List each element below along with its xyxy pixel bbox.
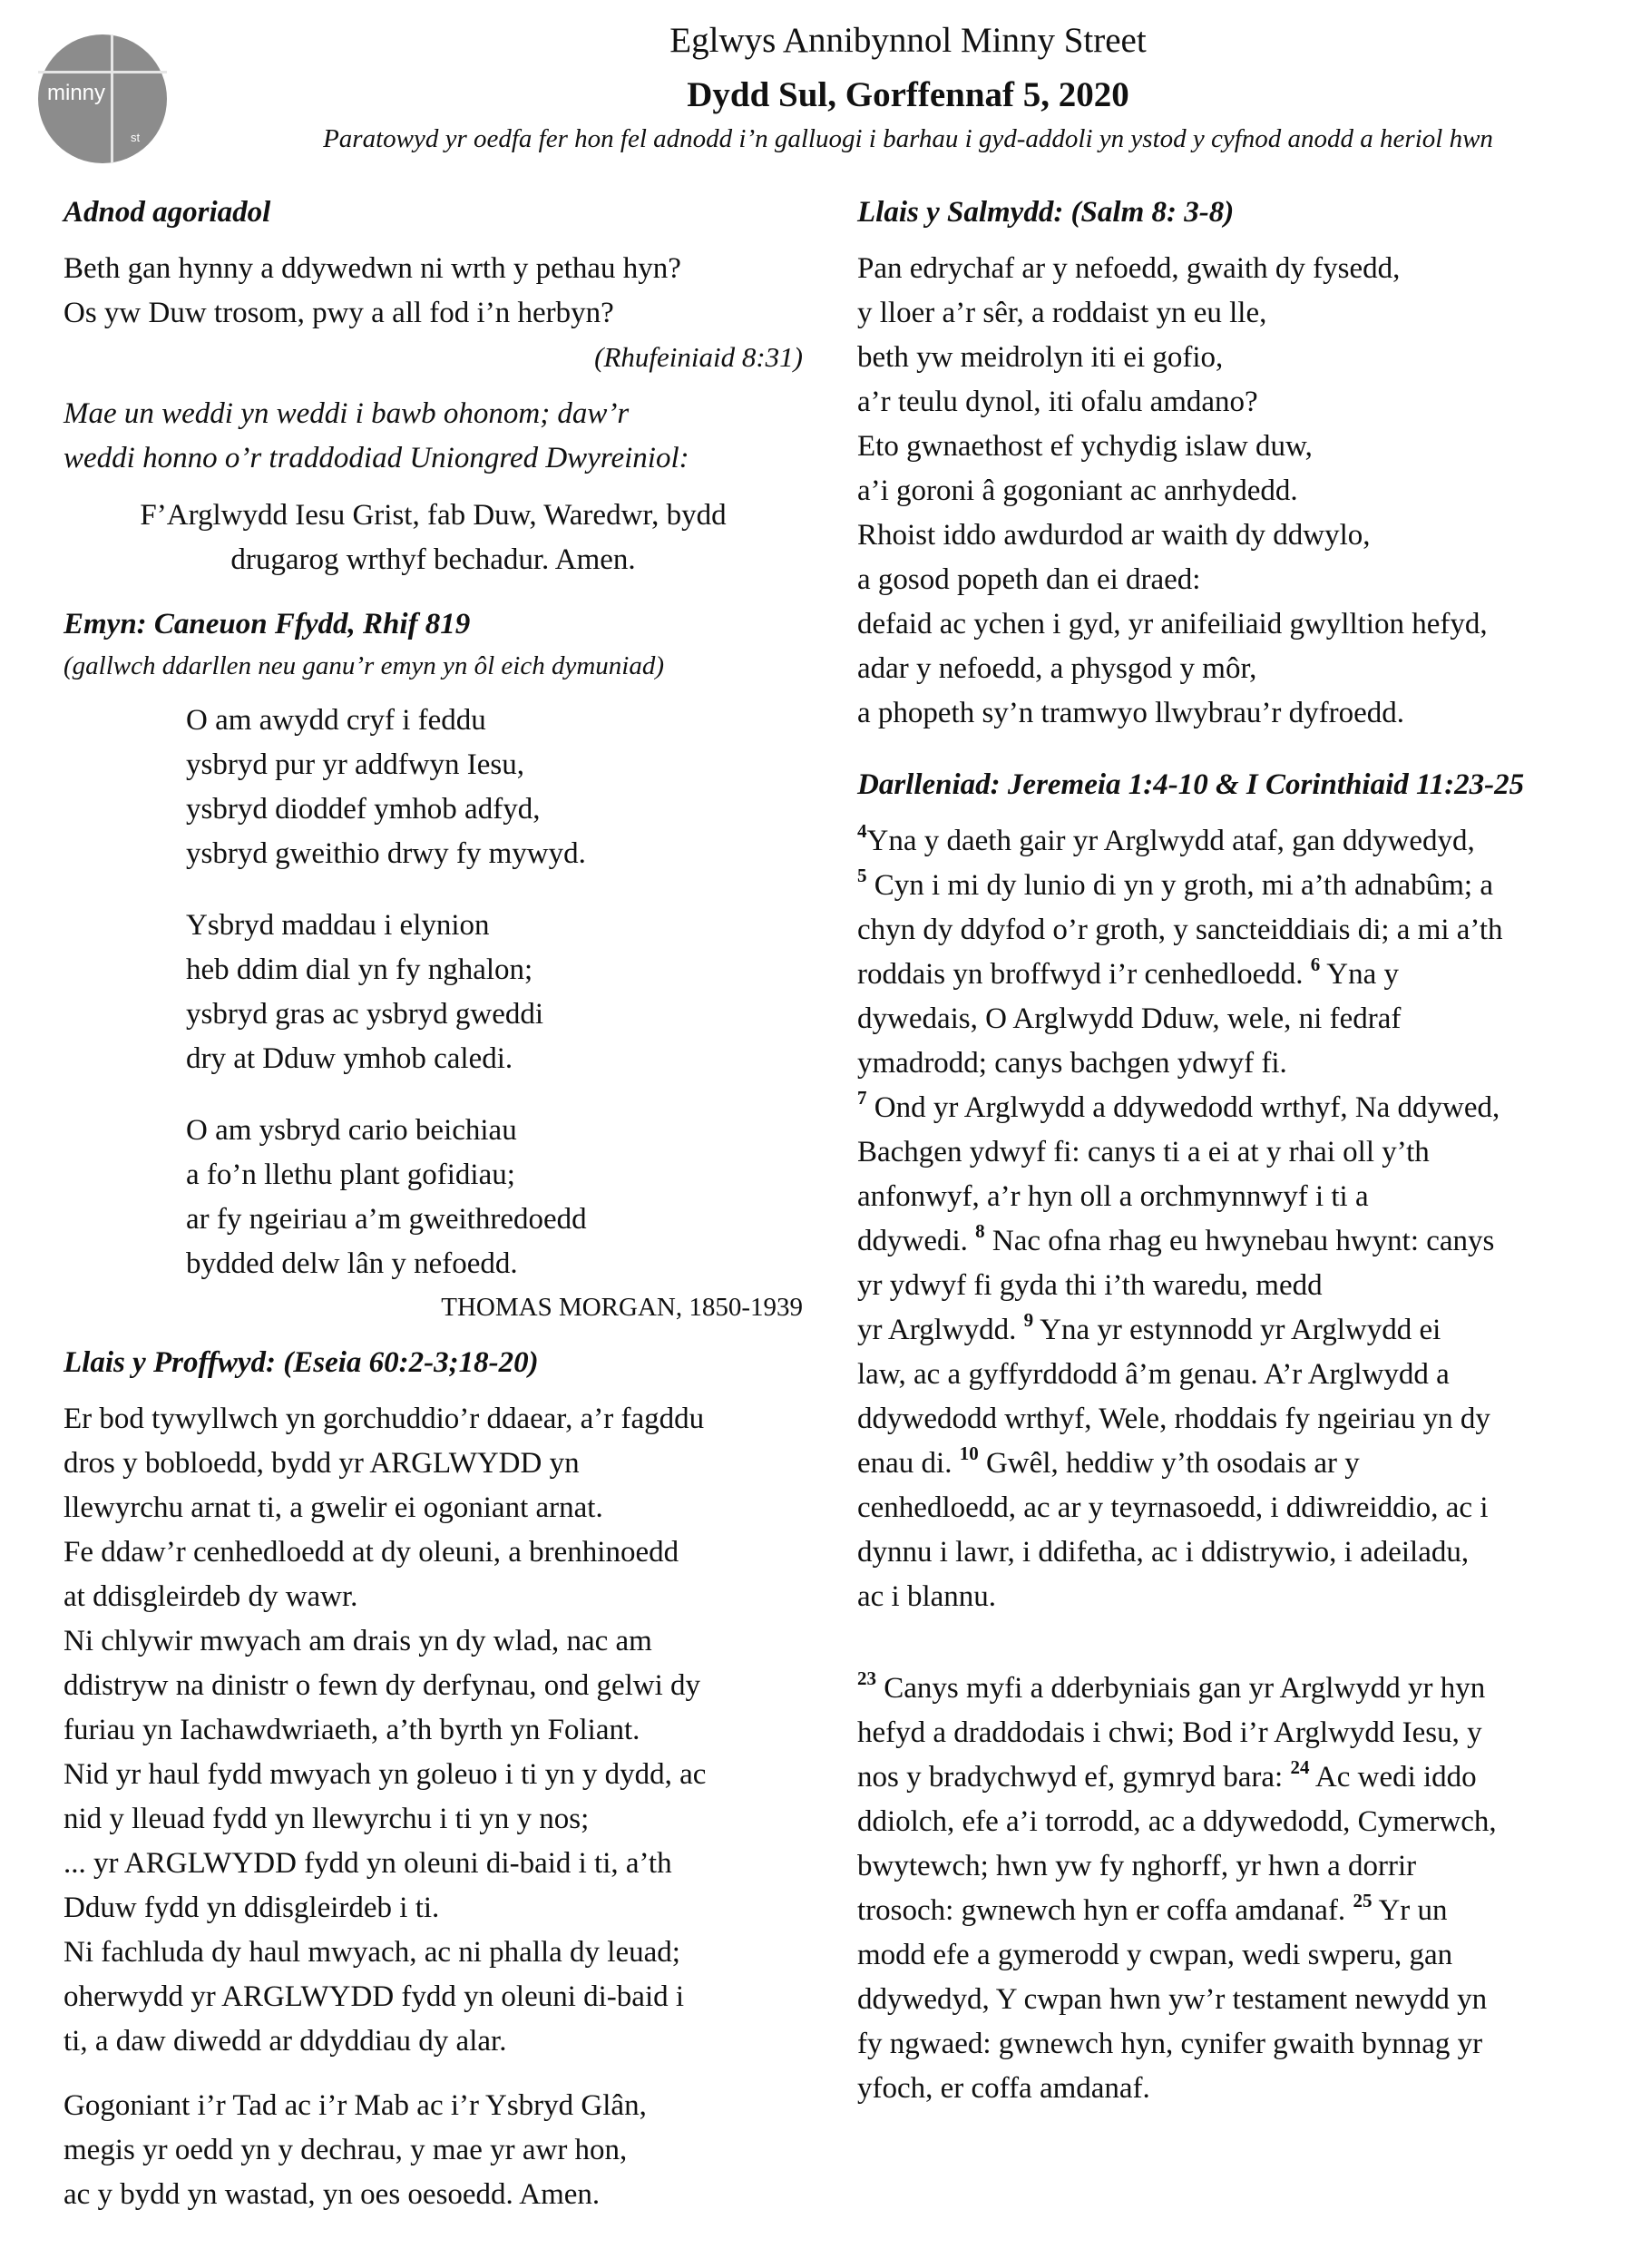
reading-line: $^7$ Ond yr Arglwydd a ddywedodd wrthyf, Na ddywed,: [857, 1087, 1500, 1124]
prophet-line: Fe ddaw’r cenhedloedd at dy oleuni, a brenhinoedd: [64, 1536, 679, 1569]
gloria-line: megis yr oedd yn y dechrau, y mae yr awr hon,: [64, 2134, 628, 2166]
hymn-line: bydded delw lân y nefoedd.: [186, 1247, 518, 1280]
reading-line: $^4$Yna y daeth gair yr Arglwydd ataf, gan ddywedyd,: [857, 820, 1475, 857]
psalm-line: adar y nefoedd, a physgod y môr,: [857, 652, 1257, 685]
psalm-line: a gosod popeth dan ei draed:: [857, 563, 1201, 596]
prophet-line: ... yr ARGLWYDD fydd yn oleuni di-baid i ti, a’th: [64, 1847, 672, 1880]
reading-line: ddywedyd, Y cwpan hwn yw’r testament newydd yn: [857, 1983, 1488, 2016]
reading-line: law, ac a gyffyrddodd â’m genau. A’r Arglwydd a: [857, 1358, 1450, 1391]
psalm-line: a’i goroni â gogoniant ac anrhydedd.: [857, 474, 1298, 507]
reading-line: chyn dy ddyfod o’r groth, y sancteiddiais di; a mi a’th: [857, 914, 1503, 946]
prophet-line: dros y bobloedd, bydd yr ARGLWYDD yn: [64, 1447, 580, 1480]
prophet-line: Dduw fydd yn ddisgleirdeb i ti.: [64, 1892, 440, 1924]
hymn-line: O am awydd cryf i feddu: [186, 704, 486, 737]
psalm-line: beth yw meidrolyn iti ei gofio,: [857, 341, 1224, 374]
hymn-heading: Emyn: Caneuon Ffydd, Rhif 819: [64, 608, 471, 640]
verse-number: 6: [1310, 953, 1321, 975]
reading-line: bwytewch; hwn yw fy nghorff, yr hwn a dorrir: [857, 1850, 1417, 1882]
prophet-heading: Llais y Proffwyd: (Eseia 60:2-3;18-20): [64, 1346, 539, 1379]
logo-small-text: st: [131, 131, 141, 144]
prayer-intro-line: weddi honno o’r traddodiad Uniongred Dwyreiniol:: [64, 442, 689, 474]
reading-line: trosoch: gwnewch hyn er coffa amdanaf. $^{25}$ Yr un: [857, 1890, 1448, 1927]
hymn-line: dry at Dduw ymhob caledi.: [186, 1042, 513, 1075]
reading-line: Bachgen ydwyf fi: canys ti a ei at y rhai oll y’th: [857, 1136, 1430, 1168]
gloria-line: ac y bydd yn wastad, yn oes oesoedd. Amen.: [64, 2178, 601, 2211]
church-name: Eglwys Annibynnol Minny Street: [669, 21, 1147, 60]
prophet-line: Nid yr haul fydd mwyach yn goleuo i ti yn y dydd, ac: [64, 1758, 707, 1791]
prophet-line: Er bod tywyllwch yn gorchuddio’r ddaear, a’r fagddu: [64, 1403, 705, 1435]
reading-line: ac i blannu.: [857, 1580, 997, 1613]
logo-text: minny: [47, 81, 106, 105]
psalm-line: y lloer a’r sêr, a roddaist yn eu lle,: [857, 297, 1267, 329]
reading-line: yr Arglwydd. $^9$ Yna yr estynnodd yr Arglwydd ei: [857, 1309, 1441, 1346]
service-subtitle: Paratowyd yr oedfa fer hon fel adnodd i’n galluogi i barhau i gyd-addoli yn ystod y cyfnod anodd a heriol hwn: [323, 124, 1493, 153]
prophet-line: oherwydd yr ARGLWYDD fydd yn oleuni di-baid i: [64, 1980, 685, 2013]
reading-line: hefyd a draddodais i chwi; Bod i’r Arglwydd Iesu, y: [857, 1716, 1482, 1749]
hymn-line: Ysbryd maddau i elynion: [186, 909, 490, 942]
verse-number: 4: [857, 820, 867, 842]
reading-line: roddais yn broffwyd i’r cenhedloedd. $^6$ Yna y: [857, 953, 1400, 991]
hymn-note: (gallwch ddarllen neu ganu’r emyn yn ôl eich dymuniad): [64, 651, 665, 680]
hymn-line: ar fy ngeiriau a’m gweithredoedd: [186, 1203, 587, 1236]
psalm-line: defaid ac ychen i gyd, yr anifeiliaid gwylltion hefyd,: [857, 608, 1488, 640]
hymn-line: a fo’n llethu plant gofidiau;: [186, 1158, 515, 1191]
prophet-line: furiau yn Iachawdwriaeth, a’th byrth yn Foliant.: [64, 1714, 640, 1746]
verse-number: 8: [975, 1220, 985, 1242]
reading-line: $^5$ Cyn i mi dy lunio di yn y groth, mi a’th adnabûm; a: [857, 865, 1494, 902]
prayer-line: F’Arglwydd Iesu Grist, fab Duw, Waredwr, bydd: [140, 499, 727, 532]
hymn-line: ysbryd pur yr addfwyn Iesu,: [186, 748, 525, 781]
prophet-line: ti, a daw diwedd ar ddyddiau dy alar.: [64, 2025, 507, 2058]
opening-heading: Adnod agoriadol: [64, 196, 271, 229]
psalm-heading: Llais y Salmydd: (Salm 8: 3-8): [857, 196, 1235, 229]
prophet-line: ddistryw na dinistr o fewn dy derfynau, ond gelwi dy: [64, 1669, 701, 1702]
prophet-line: Ni chlywir mwyach am drais yn dy wlad, nac am: [64, 1625, 652, 1657]
right-column: [857, 191, 1601, 2111]
prayer-intro-line: Mae un weddi yn weddi i bawb ohonom; daw’r: [64, 397, 630, 430]
reading-line: fy ngwaed: gwnewch hyn, cynifer gwaith bynnag yr: [857, 2028, 1483, 2060]
prophet-line: llewyrchu arnat ti, a gwelir ei ogoniant arnat.: [64, 1491, 603, 1524]
verse-number: 10: [959, 1442, 979, 1464]
service-date: Dydd Sul, Gorffennaf 5, 2020: [687, 75, 1129, 114]
reading-line: enau di. $^{10}$ Gwêl, heddiw y’th osodais ar y: [857, 1442, 1360, 1480]
verse-number: 25: [1353, 1890, 1373, 1911]
psalm-line: Rhoist iddo awdurdod ar waith dy ddwylo,: [857, 519, 1371, 552]
hymn-line: O am ysbryd cario beichiau: [186, 1114, 517, 1147]
gloria-line: Gogoniant i’r Tad ac i’r Mab ac i’r Ysbryd Glân,: [64, 2089, 647, 2122]
prophet-line: Ni fachluda dy haul mwyach, ac ni phalla dy leuad;: [64, 1936, 680, 1969]
reading-line: anfonwyf, a’r hyn oll a orchmynnwyf i ti a: [857, 1180, 1369, 1213]
reading-line: modd efe a gymerodd y cwpan, wedi swperu, gan: [857, 1939, 1453, 1971]
psalm-line: Pan edrychaf ar y nefoedd, gwaith dy fysedd,: [857, 252, 1401, 285]
reading-line: dywedais, O Arglwydd Dduw, wele, ni fedraf: [857, 1002, 1402, 1035]
reading-line: $^{23}$ Canys myfi a dderbyniais gan yr Arglwydd yr hyn: [857, 1667, 1486, 1705]
reading-line: ddywedodd wrthyf, Wele, rhoddais fy ngeiriau yn dy: [857, 1403, 1490, 1435]
verse-number: 23: [857, 1667, 876, 1689]
reading-line: ddiolch, efe a’i torrodd, ac a ddywedodd, Cymerwch,: [857, 1805, 1497, 1838]
verse-number: 24: [1290, 1756, 1310, 1778]
reading-line: nos y bradychwyd ef, gymryd bara: $^{24}$ Ac wedi iddo: [857, 1756, 1477, 1794]
reading-line: yfoch, er coffa amdanaf.: [857, 2072, 1150, 2105]
hymn-line: ysbryd dioddef ymhob adfyd,: [186, 793, 541, 826]
hymn-line: heb ddim dial yn fy nghalon;: [186, 953, 533, 986]
reading-line: ymadrodd; canys bachgen ydwyf fi.: [857, 1047, 1287, 1080]
reading-line: ddywedi. $^8$ Nac ofna rhag eu hwynebau hwynt: canys: [857, 1220, 1495, 1257]
verse-number: 7: [857, 1087, 867, 1109]
prophet-line: nid y lleuad fydd yn llewyrchu i ti yn y nos;: [64, 1803, 590, 1835]
opening-reference: (Rhufeiniaid 8:31): [594, 341, 803, 373]
hymn-line: ysbryd gras ac ysbryd gweddi: [186, 998, 544, 1031]
verse-number: 5: [857, 865, 867, 886]
prayer-line: drugarog wrthyf bechadur. Amen.: [230, 543, 636, 576]
verse-number: 9: [1023, 1309, 1034, 1331]
reading-heading: Darlleniad: Jeremeia 1:4-10 & I Corinthiaid 11:23-25: [857, 768, 1525, 801]
left-column: [64, 191, 803, 2217]
opening-line: Beth gan hynny a ddywedwn ni wrth y pethau hyn?: [64, 252, 681, 285]
reading-line: dynnu i lawr, i ddifetha, ac i ddistrywio, i adeiladu,: [857, 1536, 1470, 1569]
psalm-line: a phopeth sy’n tramwyo llwybrau’r dyfroedd.: [857, 697, 1405, 729]
opening-line: Os yw Duw trosom, pwy a all fod i’n herbyn?: [64, 297, 614, 329]
psalm-line: a’r teulu dynol, iti ofalu amdano?: [857, 386, 1258, 418]
hymn-line: ysbryd gweithio drwy fy mywyd.: [186, 837, 586, 870]
reading-line: cenhedloedd, ac ar y teyrnasoedd, i ddiwreiddio, ac i: [857, 1491, 1489, 1524]
hymn-author: THOMAS MORGAN, 1850-1939: [441, 1293, 803, 1322]
prophet-line: at ddisgleirdeb dy wawr.: [64, 1580, 358, 1613]
reading-line: yr ydwyf fi gyda thi i’th waredu, medd: [857, 1269, 1323, 1302]
psalm-line: Eto gwnaethost ef ychydig islaw duw,: [857, 430, 1313, 463]
